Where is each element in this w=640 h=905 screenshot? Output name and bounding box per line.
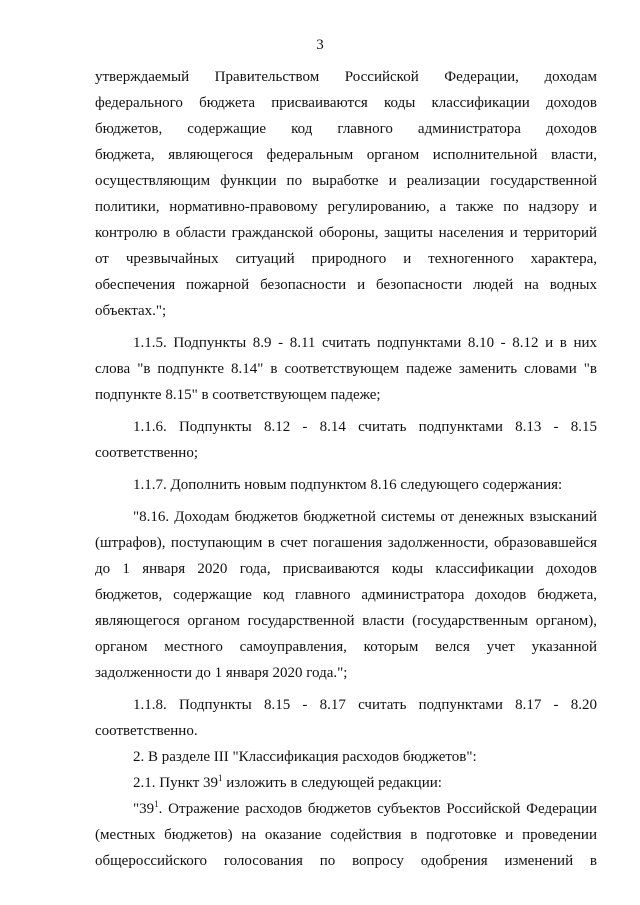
text-line: соответственно. — [95, 723, 198, 739]
text-line: обеспечения пожарной безопасности и безопасности людей на водных — [95, 277, 597, 293]
text-line: слова "в подпункте 8.14" в соответствующем падеже заменить словами "в — [95, 361, 597, 377]
text-line: от чрезвычайных ситуаций природного и техногенного характера, — [95, 251, 597, 267]
text-line: (местных бюджетов) на оказание содействия в подготовке и проведении — [95, 827, 597, 843]
text-fragment: изложить в следующей редакции: — [222, 775, 442, 791]
text-fragment: 2.1. Пункт 39 — [133, 775, 219, 791]
text-line — [95, 796, 597, 822]
paragraph-39-1 — [95, 796, 597, 874]
paragraph-section-2 — [95, 744, 597, 770]
superscript: 1 — [218, 773, 223, 783]
paragraph-1-1-8 — [95, 692, 597, 744]
paragraph-8-16 — [95, 504, 597, 686]
text-line: 1.1.7. Дополнить новым подпунктом 8.16 следующего содержания: — [133, 477, 563, 493]
text-fragment: "39 — [133, 801, 155, 817]
paragraph-2-1 — [95, 770, 597, 796]
text-line: являющегося органом государственной власти (государственным органом), — [95, 613, 597, 629]
paragraph-1-1-6 — [95, 414, 597, 466]
paragraph-1-1-7 — [95, 472, 597, 498]
paragraph-continuation — [95, 64, 597, 324]
superscript: 1 — [154, 799, 159, 809]
text-line — [95, 770, 597, 796]
text-line: утверждаемый Правительством Российской Федерации, доходам — [95, 69, 597, 85]
text-line: подпункте 8.15" в соответствующем падеже; — [95, 387, 381, 403]
text-fragment: . Отражение расходов бюджетов субъектов Российской Федерации — [158, 801, 597, 817]
text-line: "8.16. Доходам бюджетов бюджетной системы от денежных взысканий — [133, 509, 597, 525]
paragraph-1-1-5 — [95, 330, 597, 408]
text-line: задолженности до 1 января 2020 года."; — [95, 665, 348, 681]
text-line: соответственно; — [95, 445, 198, 461]
page-number: 3 — [316, 37, 324, 53]
text-line: бюджетов, содержащие код главного администратора доходов — [95, 121, 597, 137]
text-line: до 1 января 2020 года, присваиваются коды классификации доходов — [95, 561, 597, 577]
text-line: контролю в области гражданской обороны, защиты населения и территорий — [95, 225, 597, 241]
text-line: общероссийского голосования по вопросу одобрения изменений в — [95, 853, 597, 869]
text-line: (штрафов), поступающим в счет погашения задолженности, образовавшейся — [95, 535, 597, 551]
text-line: 2. В разделе III "Классификация расходов бюджетов": — [133, 749, 477, 765]
text-line: политики, нормативно-правовому регулированию, а также по надзору и — [95, 199, 597, 215]
document-body — [95, 64, 597, 874]
text-line: 1.1.5. Подпункты 8.9 - 8.11 считать подпунктами 8.10 - 8.12 и в них — [133, 335, 597, 351]
text-line: 1.1.6. Подпункты 8.12 - 8.14 считать подпунктами 8.13 - 8.15 — [133, 419, 597, 435]
text-line: органом местного самоуправления, которым велся учет указанной — [95, 639, 597, 655]
text-line: 1.1.8. Подпункты 8.15 - 8.17 считать подпунктами 8.17 - 8.20 — [133, 697, 597, 713]
text-line: бюджета, являющегося федеральным органом исполнительной власти, — [95, 147, 597, 163]
text-line: объектах."; — [95, 303, 167, 319]
text-line: федерального бюджета присваиваются коды классификации доходов — [95, 95, 597, 111]
text-line: осуществляющим функции по выработке и реализации государственной — [95, 173, 597, 189]
text-line: бюджетов, содержащие код главного администратора доходов бюджета, — [95, 587, 597, 603]
